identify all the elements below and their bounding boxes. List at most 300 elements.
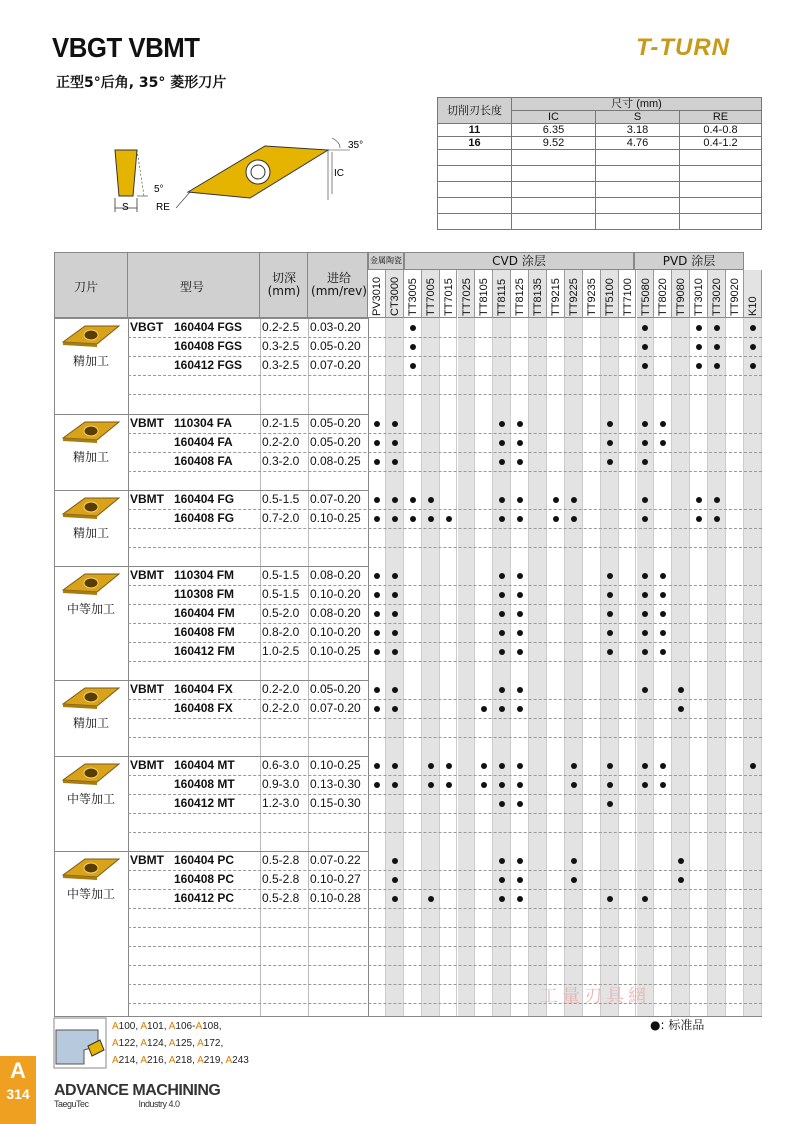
standard-dot [392, 421, 398, 427]
standard-dot [517, 573, 523, 579]
standard-dot [410, 344, 416, 350]
standard-dot [517, 763, 523, 769]
model-code: 160412 FM [174, 644, 235, 658]
depth-value: 0.3-2.5 [262, 358, 300, 372]
reference-page[interactable]: A214, [112, 1055, 141, 1066]
dims-header-edge: 切削刃长度 [438, 98, 512, 124]
insert-icon [61, 570, 121, 596]
standard-dot [481, 706, 487, 712]
standard-dot [607, 649, 613, 655]
grade-header [368, 252, 762, 318]
model-code: 160408 FX [174, 701, 233, 715]
depth-value: 0.5-2.8 [262, 872, 300, 886]
dims-cell: 4.76 [596, 137, 680, 150]
brand-logo: T-TURN [636, 34, 730, 61]
standard-dot [499, 782, 505, 788]
grade-col-stripe [529, 318, 547, 1016]
standard-dot [642, 440, 648, 446]
model-code: 160408 FM [174, 625, 235, 639]
standard-dot [571, 858, 577, 864]
row-divider [128, 927, 762, 928]
insert-icon [61, 494, 121, 520]
standard-dot [499, 706, 505, 712]
grade-name: PV3010 [371, 276, 383, 316]
legend: ●: 标准品 [650, 1018, 705, 1032]
standard-dot [642, 687, 648, 693]
standard-dot [607, 782, 613, 788]
feed-value: 0.05-0.20 [310, 435, 361, 449]
dims-cell: 16 [438, 137, 512, 150]
grade-name: CT3000 [388, 276, 401, 316]
depth-value: 0.5-2.8 [262, 853, 300, 867]
grade-col-header [440, 270, 458, 318]
standard-dot [499, 516, 505, 522]
feed-value: 0.08-0.25 [310, 454, 361, 468]
section-letter: A [10, 1058, 26, 1083]
standard-dot [660, 573, 666, 579]
reference-page[interactable]: A100, [112, 1021, 141, 1032]
standard-dot [714, 325, 720, 331]
reference-page[interactable]: A106-A108, [168, 1021, 222, 1032]
standard-dot [660, 782, 666, 788]
depth-value: 1.0-2.5 [262, 644, 300, 658]
operation-label: 精加工 [72, 716, 109, 730]
grade-table [54, 252, 762, 1016]
standard-dot [499, 687, 505, 693]
dims-cell: 9.52 [512, 137, 596, 150]
standard-dot [517, 516, 523, 522]
depth-value: 0.3-2.5 [262, 339, 300, 353]
grade-name: TT8135 [532, 278, 545, 316]
feed-value: 0.10-0.27 [310, 872, 361, 886]
model-code: 110308 FM [174, 587, 235, 601]
model-prefix: VBMT [130, 416, 164, 430]
feed-value: 0.10-0.20 [310, 587, 361, 601]
standard-dot [499, 592, 505, 598]
operation-label: 中等加工 [66, 602, 115, 616]
grade-name: TT3010 [693, 278, 706, 316]
page-title: VBGT VBMT [52, 32, 200, 63]
reference-page[interactable]: A218, [168, 1055, 198, 1066]
model-code: 160412 PC [174, 891, 235, 905]
dims-header-s: S [596, 111, 680, 124]
group-cermet: 金属陶瓷 [368, 252, 404, 270]
model-code: 160408 FG [174, 511, 235, 525]
insert-drawing [100, 128, 364, 228]
standard-dot [410, 363, 416, 369]
standard-dot [428, 763, 434, 769]
grade-name: TT9020 [729, 278, 741, 316]
feed-value: 0.08-0.20 [310, 606, 361, 620]
model-code: 160404 FX [174, 682, 233, 696]
grade-col-header [529, 270, 547, 318]
model-code: 160408 FGS [174, 339, 243, 353]
standard-dot [374, 611, 380, 617]
standard-dot [517, 630, 523, 636]
standard-dot [517, 896, 523, 902]
standard-dot [750, 363, 756, 369]
standard-dot [374, 763, 380, 769]
grade-name: TT8020 [657, 278, 670, 316]
operation-label: 精加工 [72, 526, 109, 540]
grade-col-header [511, 270, 529, 318]
grade-col-header [368, 270, 386, 318]
brand-sub1: TaeguTec [54, 1099, 89, 1109]
row-divider [128, 375, 762, 376]
grade-col-stripe [583, 318, 601, 1016]
standard-dot [696, 497, 702, 503]
depth-value: 0.3-2.0 [262, 454, 300, 468]
depth-value: 0.2-2.0 [262, 701, 300, 715]
standard-dot [607, 440, 613, 446]
row-divider [128, 813, 762, 814]
grade-col-header [672, 270, 690, 318]
standard-dot [481, 782, 487, 788]
feed-value: 0.10-0.28 [310, 891, 361, 905]
model-code: 160408 FA [174, 454, 233, 468]
model-prefix: VBMT [130, 758, 164, 772]
standard-dot [696, 325, 702, 331]
standard-dot [642, 782, 648, 788]
row-divider [128, 718, 762, 719]
standard-dot [696, 516, 702, 522]
standard-dot [607, 763, 613, 769]
column-divider [260, 318, 261, 1016]
standard-dot [392, 763, 398, 769]
standard-dot [714, 516, 720, 522]
grade-col-stripe [475, 318, 493, 1016]
grade-col-stripe [440, 318, 458, 1016]
grade-col-header [386, 270, 404, 318]
row-divider [128, 984, 762, 985]
model-code: 160404 FGS [174, 320, 243, 334]
reference-pages [112, 1018, 249, 1069]
row-divider [128, 908, 762, 909]
standard-dot [481, 763, 487, 769]
advance-machining-logo [54, 1082, 220, 1109]
grade-col-header [708, 270, 726, 318]
feed-value: 0.10-0.25 [310, 511, 361, 525]
depth-value: 0.7-2.0 [262, 511, 300, 525]
grade-col-stripe [690, 318, 708, 1016]
standard-dot [642, 516, 648, 522]
grade-col-header [601, 270, 619, 318]
standard-dot [428, 516, 434, 522]
standard-dot [571, 497, 577, 503]
grade-name: TT8125 [514, 278, 527, 316]
grade-col-stripe [458, 318, 476, 1016]
standard-dot [499, 440, 505, 446]
standard-dot [374, 706, 380, 712]
grade-col-header [726, 270, 744, 318]
grade-name: TT5080 [639, 278, 652, 316]
feed-value: 0.07-0.20 [310, 492, 361, 506]
standard-dot [607, 801, 613, 807]
depth-value: 0.5-2.0 [262, 606, 300, 620]
feed-value: 0.05-0.20 [310, 682, 361, 696]
model-prefix: VBGT [130, 320, 164, 334]
feed-value: 0.15-0.30 [310, 796, 361, 810]
operation-label: 精加工 [72, 450, 109, 464]
feed-value: 0.03-0.20 [310, 320, 361, 334]
row-divider [128, 946, 762, 947]
standard-dot [392, 706, 398, 712]
standard-dot [392, 459, 398, 465]
standard-dot [678, 706, 684, 712]
depth-value: 0.6-3.0 [262, 758, 300, 772]
column-divider [308, 318, 309, 1016]
operation-label: 中等加工 [66, 792, 115, 806]
ic-label: IC [334, 168, 344, 179]
standard-dot [392, 592, 398, 598]
reference-page[interactable]: A216, [140, 1055, 169, 1066]
standard-dot [517, 421, 523, 427]
model-code: 160404 FG [174, 492, 235, 506]
standard-dot [607, 459, 613, 465]
grade-col-stripe [744, 318, 762, 1016]
standard-dot [374, 592, 380, 598]
standard-dot [642, 896, 648, 902]
insert-icon [61, 322, 121, 348]
dims-cell: 3.18 [596, 124, 680, 137]
standard-dot [607, 896, 613, 902]
model-code: 110304 FM [174, 568, 235, 582]
standard-dot [642, 459, 648, 465]
grade-name: TT7005 [424, 278, 437, 316]
header-insert: 刀片 [74, 280, 99, 294]
standard-dot [660, 649, 666, 655]
brand-name: ADVANCE MACHINING [54, 1082, 221, 1099]
standard-dot [642, 611, 648, 617]
standard-dot [499, 573, 505, 579]
grade-name: TT3020 [711, 278, 724, 316]
table-row [438, 124, 762, 137]
standard-dot [499, 877, 505, 883]
model-code: 160404 FM [174, 606, 235, 620]
depth-value: 1.2-3.0 [262, 796, 300, 810]
standard-dot [517, 459, 523, 465]
standard-dot [517, 592, 523, 598]
operation-label: 中等加工 [66, 887, 115, 901]
standard-dot [571, 516, 577, 522]
depth-value: 0.8-2.0 [262, 625, 300, 639]
model-code: 160404 PC [174, 853, 235, 867]
operation-label: 精加工 [72, 354, 109, 368]
grade-name: TT9235 [585, 278, 598, 316]
feed-value: 0.10-0.25 [310, 644, 361, 658]
dims-cell: 0.4-1.2 [680, 137, 762, 150]
feed-value: 0.10-0.25 [310, 758, 361, 772]
grade-col-stripe [672, 318, 690, 1016]
grade-col-stripe [708, 318, 726, 1016]
standard-dot [660, 630, 666, 636]
grade-col-stripe [547, 318, 565, 1016]
dims-header-size: 尺寸 (mm) [512, 98, 762, 111]
standard-dot [571, 877, 577, 883]
standard-dot [660, 421, 666, 427]
feed-value: 0.07-0.22 [310, 853, 361, 867]
standard-dot [517, 801, 523, 807]
standard-dot [660, 763, 666, 769]
reference-page[interactable]: A243 [225, 1055, 249, 1066]
grade-col-stripe [726, 318, 744, 1016]
feed-value: 0.05-0.20 [310, 416, 361, 430]
grade-name: TT7015 [442, 278, 455, 316]
depth-value: 0.5-1.5 [262, 568, 300, 582]
reference-page[interactable]: A124, [140, 1038, 169, 1049]
standard-dot [607, 630, 613, 636]
angle-35-label: 35° [348, 140, 364, 151]
grade-name: TT9225 [567, 278, 580, 316]
reference-page[interactable]: A219, [197, 1055, 226, 1066]
standard-dot [410, 516, 416, 522]
standard-dot [750, 344, 756, 350]
feed-value: 0.10-0.20 [310, 625, 361, 639]
grade-col-header [458, 270, 476, 318]
grade-col-header [547, 270, 565, 318]
reference-page[interactable]: A101, [140, 1021, 169, 1032]
standard-dot [499, 858, 505, 864]
model-code: 110304 FA [174, 416, 233, 430]
standard-dot [642, 763, 648, 769]
model-code: 160404 FA [174, 435, 233, 449]
standard-dot [517, 858, 523, 864]
insert-icon [61, 855, 121, 881]
row-divider [128, 1003, 762, 1004]
group-cvd: CVD 涂层 [404, 252, 634, 270]
standard-dot [571, 763, 577, 769]
standard-dot [374, 497, 380, 503]
feed-value: 0.05-0.20 [310, 339, 361, 353]
standard-dot [571, 782, 577, 788]
standard-dot [392, 877, 398, 883]
standard-dot [374, 630, 380, 636]
standard-dot [607, 421, 613, 427]
standard-dot [374, 440, 380, 446]
standard-dot [607, 592, 613, 598]
model-code: 160404 MT [174, 758, 235, 772]
watermark: 工量刃具網 [540, 986, 650, 1007]
standard-dot [428, 497, 434, 503]
model-prefix: VBMT [130, 682, 164, 696]
standard-dot [410, 325, 416, 331]
standard-dot [392, 687, 398, 693]
holder-thumbnail [54, 1018, 106, 1068]
standard-dot [499, 497, 505, 503]
standard-dot [410, 497, 416, 503]
grade-name: TT8115 [496, 278, 509, 316]
grade-col-header [690, 270, 708, 318]
reference-page[interactable]: A125, [168, 1038, 198, 1049]
standard-dot [696, 344, 702, 350]
standard-dot [392, 516, 398, 522]
standard-dot [428, 896, 434, 902]
standard-dot [374, 649, 380, 655]
standard-dot [750, 325, 756, 331]
dims-header-re: RE [680, 111, 762, 124]
column-divider [54, 318, 55, 1016]
standard-dot [517, 687, 523, 693]
page-subtitle: 正型5°后角, 35° 菱形刀片 [56, 75, 227, 91]
depth-value: 0.2-2.0 [262, 682, 300, 696]
standard-dot [642, 592, 648, 598]
re-label: RE [156, 202, 170, 213]
standard-dot [517, 782, 523, 788]
header-feed: 进给 (mm/rev) [311, 271, 367, 298]
row-divider [128, 547, 762, 548]
standard-dot [374, 421, 380, 427]
standard-dot [499, 801, 505, 807]
standard-dot [642, 325, 648, 331]
standard-dot [499, 611, 505, 617]
depth-value: 0.2-1.5 [262, 416, 300, 430]
column-divider [368, 318, 369, 1016]
standard-dot [392, 440, 398, 446]
standard-dot [499, 459, 505, 465]
depth-value: 0.5-1.5 [262, 587, 300, 601]
brand-sub2: Industry 4.0 [138, 1099, 180, 1109]
standard-dot [428, 782, 434, 788]
depth-value: 0.2-2.5 [262, 320, 300, 334]
reference-page[interactable]: A172, [197, 1038, 224, 1049]
grade-name: TT9080 [675, 278, 688, 316]
model-code: 160412 FGS [174, 358, 243, 372]
standard-dot [660, 592, 666, 598]
feed-value: 0.13-0.30 [310, 777, 361, 791]
standard-dot [678, 877, 684, 883]
standard-dot [392, 649, 398, 655]
standard-dot [392, 782, 398, 788]
insert-icon [61, 418, 121, 444]
standard-dot [517, 877, 523, 883]
standard-dot [553, 516, 559, 522]
standard-dot [446, 782, 452, 788]
header-depth: 切深 (mm) [267, 271, 301, 298]
grade-col-header [744, 270, 762, 318]
standard-dot [499, 630, 505, 636]
standard-dot [642, 630, 648, 636]
standard-dot [392, 858, 398, 864]
standard-dot [714, 497, 720, 503]
standard-dot [750, 763, 756, 769]
grade-col-header [493, 270, 511, 318]
reference-page[interactable]: A122, [112, 1038, 141, 1049]
standard-dot [642, 363, 648, 369]
standard-dot [642, 573, 648, 579]
table-row [438, 137, 762, 150]
standard-dot [696, 363, 702, 369]
dims-cell: 0.4-0.8 [680, 124, 762, 137]
grade-name: TT7025 [460, 278, 473, 316]
grade-name: TT5100 [603, 278, 616, 316]
standard-dot [678, 687, 684, 693]
model-code: 160412 MT [174, 796, 235, 810]
feed-value: 0.07-0.20 [310, 358, 361, 372]
standard-dot [499, 896, 505, 902]
grade-col-stripe [619, 318, 637, 1016]
standard-dot [517, 497, 523, 503]
standard-dot [446, 516, 452, 522]
grade-col-stripe [404, 318, 422, 1016]
row-divider [128, 832, 762, 833]
grade-name: TT7100 [621, 278, 634, 316]
depth-value: 0.9-3.0 [262, 777, 300, 791]
grade-col-header [583, 270, 601, 318]
standard-dot [714, 363, 720, 369]
depth-value: 0.5-2.8 [262, 891, 300, 905]
s-label: S [122, 202, 129, 213]
grade-col-header [637, 270, 655, 318]
